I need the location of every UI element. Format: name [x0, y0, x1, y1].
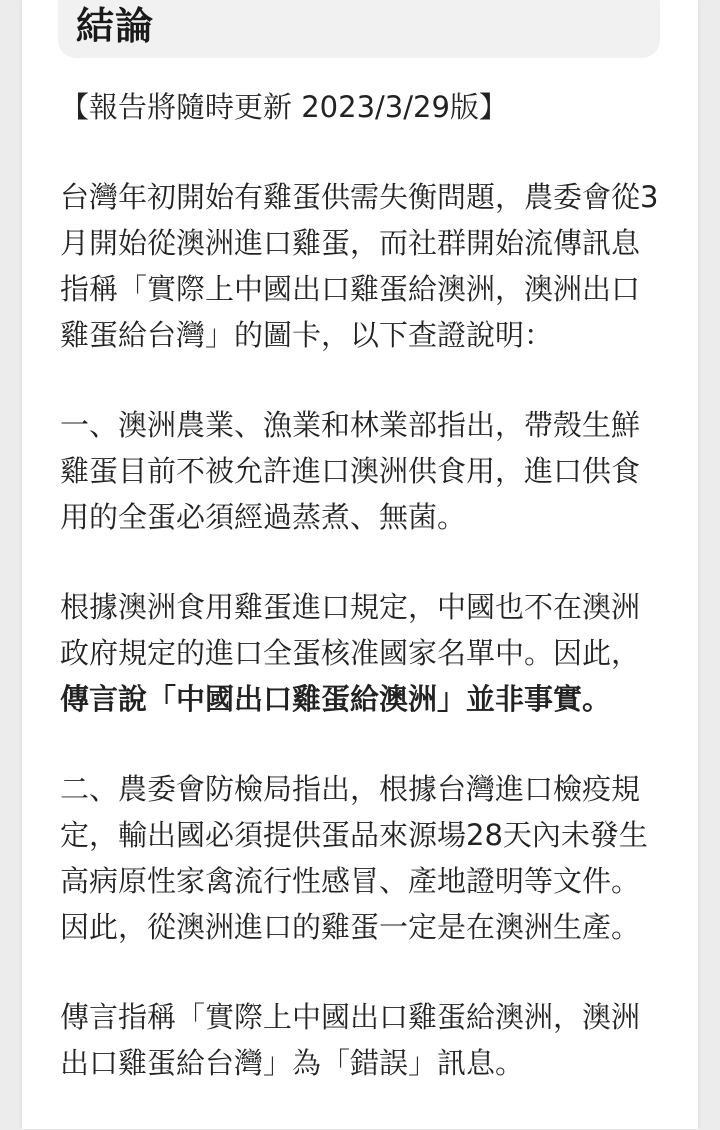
conclusion-heading: 結論: [76, 4, 155, 48]
paragraph-point-two: 二、農委會防檢局指出，根據台灣進口檢疫規定，輸出國必須提供蛋品來源場28天內未發生高病原性家禽流行性感冒、產地證明等文件。因此，從澳洲進口的雞蛋一定是在澳洲生產。: [60, 772, 648, 944]
paragraph-intro: 台灣年初開始有雞蛋供需失衡問題，農委會從3月開始從澳洲進口雞蛋，而社群開始流傳訊息指稱「實際上中國出口雞蛋給澳洲，澳洲出口雞蛋給台灣」的圖卡，以下查證說明：: [60, 180, 659, 352]
conclusion-heading-box: [58, 0, 660, 58]
update-note: 【報告將隨時更新 2023/3/29版】: [60, 90, 508, 124]
paragraph-point-one: 一、澳洲農業、漁業和林業部指出，帶殼生鮮雞蛋目前不被允許進口澳洲供食用，進口供食用的全蛋必須經過蒸煮、無菌。: [60, 408, 641, 534]
paragraph-china-bold-conclusion: 傳言說「中國出口雞蛋給澳洲」並非事實。: [60, 682, 612, 716]
paragraph-verdict: 傳言指稱「實際上中國出口雞蛋給澳洲，澳洲出口雞蛋給台灣」為「錯誤」訊息。: [60, 1000, 641, 1080]
paragraph-china-not-approved: [60, 584, 664, 722]
article-card: [22, 0, 698, 1129]
article-body: [60, 84, 664, 1130]
paragraph-china-text: 根據澳洲食用雞蛋進口規定，中國也不在澳洲政府規定的進口全蛋核准國家名單中。因此，: [60, 590, 641, 670]
